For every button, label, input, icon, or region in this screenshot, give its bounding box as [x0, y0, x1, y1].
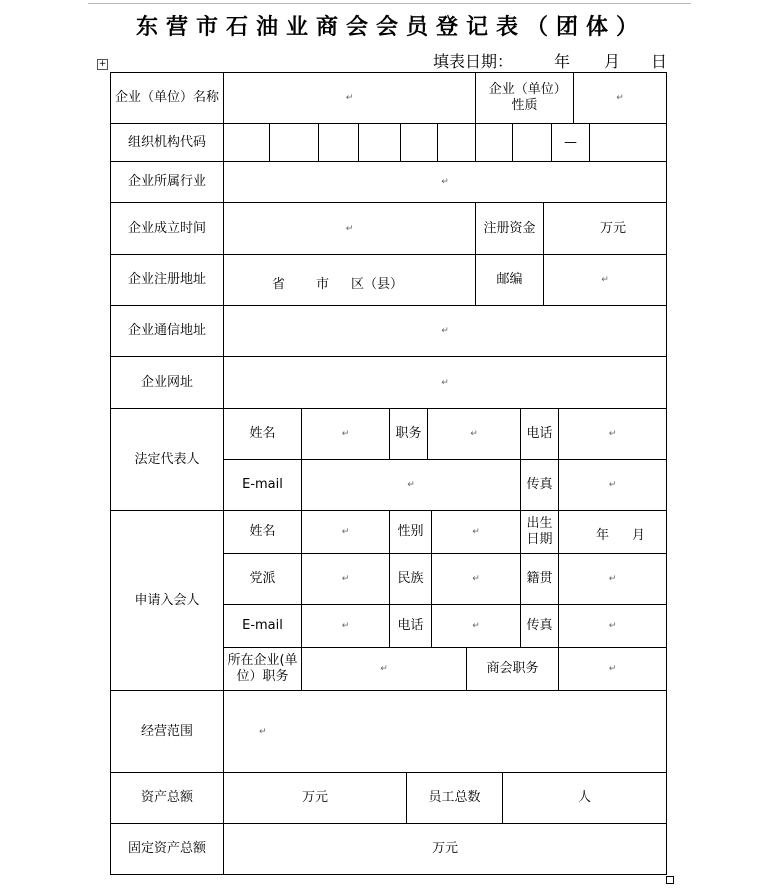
fill-date-day: 日 [651, 52, 668, 71]
org-code-digit[interactable] [438, 124, 475, 161]
applicant-email-label: E-mail [242, 618, 283, 633]
business-scope-label: 经营范围 [140, 723, 193, 739]
legal-rep-email-label: E-mail [242, 477, 283, 492]
org-code-label: 组织机构代码 [127, 134, 206, 150]
legal-rep-name-field[interactable]: ↵ [341, 429, 350, 439]
assets-label: 资产总额 [140, 790, 193, 805]
business-scope-field[interactable]: ↵ [259, 726, 267, 737]
postcode-label: 邮编 [496, 272, 523, 287]
industry-label: 企业所属行业 [127, 174, 206, 189]
chamber-position-label: 商会职务 [486, 661, 539, 676]
applicant-ethnicity-label: 民族 [397, 571, 424, 586]
applicant-birth-label: 出生日期 [526, 516, 553, 547]
birth-year-text: 年 [596, 528, 610, 543]
fixed-assets-unit[interactable]: 万元 [431, 841, 458, 856]
birth-month-text: 月 [632, 528, 646, 543]
page-top-margin [88, 3, 691, 4]
legal-rep-fax-field[interactable]: ↵ [608, 480, 617, 490]
staff-label: 员工总数 [428, 790, 481, 805]
website-label: 企业网址 [140, 374, 193, 390]
applicant-party-label: 党派 [249, 571, 276, 586]
org-code-check-digit[interactable] [590, 124, 666, 161]
company-nature-label: 企业（单位）性质 [488, 82, 561, 113]
district-text: 区（县） [351, 277, 404, 292]
table-move-icon[interactable]: + [98, 59, 107, 69]
org-code-digit[interactable] [224, 124, 269, 161]
applicant-fax-field[interactable]: ↵ [608, 621, 617, 631]
company-nature-field[interactable]: ↵ [616, 93, 624, 103]
applicant-ethnicity-field[interactable]: ↵ [472, 574, 480, 584]
legal-rep-email-field[interactable]: ↵ [407, 480, 415, 490]
applicant-gender-label: 性别 [397, 524, 424, 539]
legal-rep-name-label: 姓名 [249, 426, 276, 441]
applicant-email-field[interactable]: ↵ [341, 621, 350, 631]
applicant-company-position-label: 所在企业(单位）职务 [227, 653, 298, 684]
applicant-origin-label: 籍贯 [526, 571, 553, 586]
fill-date-month: 月 [604, 52, 621, 71]
province-text: 省 [272, 277, 286, 292]
industry-field[interactable]: ↵ [441, 177, 449, 187]
assets-unit[interactable]: 万元 [301, 790, 328, 805]
fixed-assets-label: 固定资产总额 [127, 841, 206, 856]
applicant-name-field[interactable]: ↵ [341, 527, 350, 537]
reg-address-label: 企业注册地址 [127, 272, 206, 287]
fill-date-year: 年 [554, 52, 571, 71]
legal-rep-fax-label: 传真 [526, 477, 553, 492]
applicant-gender-field[interactable]: ↵ [472, 527, 480, 537]
legal-rep-phone-field[interactable]: ↵ [608, 429, 617, 439]
applicant-company-position-field[interactable]: ↵ [380, 664, 388, 674]
applicant-party-field[interactable]: ↵ [341, 574, 350, 584]
org-code-digit[interactable] [359, 124, 400, 161]
postcode-field[interactable]: ↵ [601, 275, 609, 285]
capital-label: 注册资金 [483, 220, 536, 236]
org-code-digit[interactable] [401, 124, 437, 161]
capital-unit[interactable]: 万元 [599, 220, 626, 236]
mail-address-label: 企业通信地址 [127, 323, 206, 338]
mail-address-field[interactable]: ↵ [441, 326, 449, 336]
chamber-position-field[interactable]: ↵ [608, 664, 617, 674]
website-field[interactable]: ↵ [441, 377, 449, 388]
org-code-digit[interactable] [513, 124, 551, 161]
org-code-digit[interactable] [270, 124, 318, 161]
founded-label: 企业成立时间 [127, 220, 206, 236]
org-code-dash: — [564, 134, 577, 150]
staff-unit[interactable]: 人 [577, 790, 591, 805]
org-code-digit[interactable] [319, 124, 358, 161]
company-name-field[interactable]: ↵ [345, 93, 354, 103]
legal-rep-position-label: 职务 [395, 426, 422, 441]
fill-date-label: 填表日期： [433, 52, 514, 71]
legal-rep-phone-label: 电话 [526, 426, 553, 441]
org-code-digit[interactable] [476, 124, 512, 161]
applicant-fax-label: 传真 [526, 618, 553, 633]
founded-field[interactable]: ↵ [345, 223, 354, 234]
applicant-origin-field[interactable]: ↵ [608, 574, 617, 584]
company-name-label: 企业（单位）名称 [114, 90, 219, 105]
legal-rep-label: 法定代表人 [134, 451, 200, 467]
applicant-name-label: 姓名 [249, 524, 276, 539]
table-resize-handle[interactable] [666, 876, 674, 884]
applicant-phone-field[interactable]: ↵ [472, 621, 480, 631]
form-title: 东营市石油业商会会员登记表（团体） [135, 14, 646, 40]
applicant-phone-label: 电话 [397, 618, 424, 633]
legal-rep-position-field[interactable]: ↵ [470, 429, 478, 439]
city-text: 市 [316, 277, 330, 292]
applicant-label: 申请入会人 [134, 592, 200, 608]
